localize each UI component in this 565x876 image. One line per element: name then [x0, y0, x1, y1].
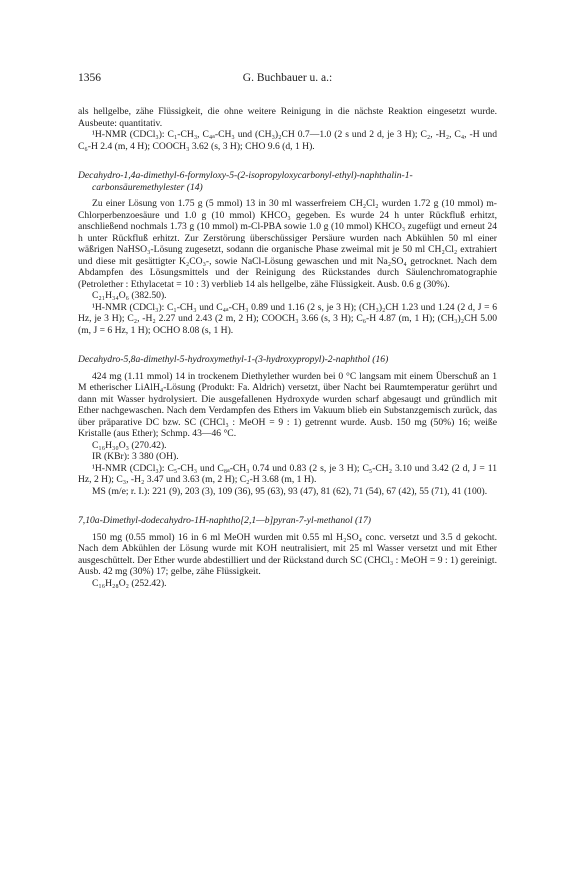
paragraph: 424 mg (1.11 mmol) 14 in trockenem Diethylether wurden bei 0 °C langsam mit einem Überschuß an 1 M etherischer LiAlH₄-Lösung (Produkt: Fa. Aldrich) versetzt, über Nacht bei Raumtemperatur gerührt und dann mit Wasser hydrolysiert. Die ausgefallenen Hydroxyde wurden scharf abgesaugt und gründlich mit Ether nachgewaschen. Nach dem Verdampfen des Ethers im Vakuum blieb ein Substanzgemisch zurück, das über präparative DC bzw. SC (CHCl₃ : MeOH = 9 : 1) getrennt wurde. Ausb. 150 mg (50%) 16; weiße Kristalle (aus Ether); Schmp. 43—46 °C.: [78, 370, 497, 439]
molecular-formula: C₁₆H₂₈O₂ (252.42).: [92, 577, 167, 589]
compound-16-title: Decahydro-5,8a-dimethyl-5-hydroxymethyl-1-(3-hydroxypropyl)-2-naphthol (16): [78, 354, 389, 365]
compound-17-title: 7,10a-Dimethyl-dodecahydro-1H-naphtho[2,1—b]pyran-7-yl-methanol (17): [78, 515, 371, 526]
body-text: [78, 106, 497, 589]
paragraph: 150 mg (0.55 mmol) 16 in 6 ml MeOH wurden mit 0.55 ml H₂SO₄ conc. versetzt und 3.5 d gekocht. Nach dem Abkühlen der Lösung wurde mit KOH neutralisiert, mit 25 ml Wasser versetzt und mit Ether ausgeschüttelt. Der Ether wurde abdestilliert und der Rückstand durch SC (CHCl₃ : MeOH = 9 : 1) gereinigt. Ausb. 42 mg (30%) 17; gelbe, zähe Flüssigkeit.: [78, 531, 497, 577]
compound-14-title: Decahydro-1,4a-dimethyl-6-formyloxy-5-(2-isopropyloxycarbonyl-ethyl)-naphthalin-1-carbonsäuremethylester (14): [78, 170, 413, 193]
page-header: [78, 72, 497, 86]
paragraph: Zu einer Lösung von 1.75 g (5 mmol) 13 in 30 ml wasserfreiem CH₂Cl₂ wurden 1.72 g (10 mmol) m-Chlorperbenzoesäure und 1.0 g (10 mmol) KHCO₃ gegeben. Es wurde 24 h unter Rückfluß erhitzt, anschließend nochmals 1.73 g (10 mmol) m-Cl-PBA sowie 1.0 g (10 mmol) KHCO₃ zugefügt und erneut 24 h unter Rückfluß erhitzt. Zur Zerstörung überschüssiger Persäure wurden nach Abkühlen 50 ml einer wäßrigen NaHSO₃-Lösung zugesetzt, sodann die organische Phase zweimal mit je 50 ml CH₂Cl₂ extrahiert und diese mit gesättigter K₂CO₃-, sowie NaCl-Lösung gewaschen und mit Na₂SO₄ getrocknet. Nach dem Abdampfen des Lösungsmittels und der Reinigung des Rückstandes durch Säulenchromatographie (Petrolether : Ethylacetat = 10 : 3) verblieb 14 als hellgelbe, zähe Flüssigkeit. Ausb. 0.6 g (30%).: [78, 198, 497, 290]
ir-data: IR (KBr): 3 380 (OH).: [92, 451, 179, 462]
running-head: G. Buchbauer u. a.:: [242, 72, 333, 84]
paragraph: als hellgelbe, zähe Flüssigkeit, die ohne weitere Reinigung in die nächste Reaktion eingesetzt wurde. Ausbeute: quantitativ.: [78, 106, 497, 129]
nmr-data: ¹H-NMR (CDCl₃): C₁-CH₃ und C₄ₐ-CH₃ 0.89 und 1.16 (2 s, je 3 H); (CH₃)₂CH 1.23 und 1.24 (2 d, J = 6 Hz, je 3 H); C₂, -H₂ 2.27 und 2.43 (2 m, 2 H); COOCH₃ 3.66 (s, 3 H); C₆-H 4.87 (m, 1 H); (CH₃)₂CH 5.00 (m, J = 6 Hz, 1 H); OCHO 8.08 (s, 1 H).: [78, 301, 497, 336]
nmr-data: ¹H-NMR (CDCl₃): C₅-CH₃ und C₈ₐ-CH₃ 0.74 und 0.83 (2 s, je 3 H); C₅-CH₂ 3.10 und 3.42 (2 d, J = 11 Hz, 2 H); C₃, -H₂ 3.47 und 3.63 (m, 2 H); C₂-H 3.68 (m, 1 H).: [78, 462, 497, 485]
molecular-formula: C₂₁H₃₄O₆ (382.50).: [92, 290, 167, 301]
nmr-data: ¹H-NMR (CDCl₃): C₁-CH₃, C₄ₐ-CH₃ und (CH₃)₂CH 0.7—1.0 (2 s und 2 d, je 3 H); C₂, -H₂, C₄, -H und C₆-H 2.4 (m, 4 H); COOCH₃ 3.62 (s, 3 H); CHO 9.6 (d, 1 H).: [78, 129, 497, 152]
ms-data: MS (m/e; r. I.): 221 (9), 203 (3), 109 (36), 95 (63), 93 (47), 81 (62), 71 (54), 67 (42), 55 (71), 41 (100).: [92, 485, 488, 497]
page-number: 1356: [78, 72, 101, 84]
molecular-formula: C₁₆H₃₀O₃ (270.42).: [92, 439, 167, 451]
